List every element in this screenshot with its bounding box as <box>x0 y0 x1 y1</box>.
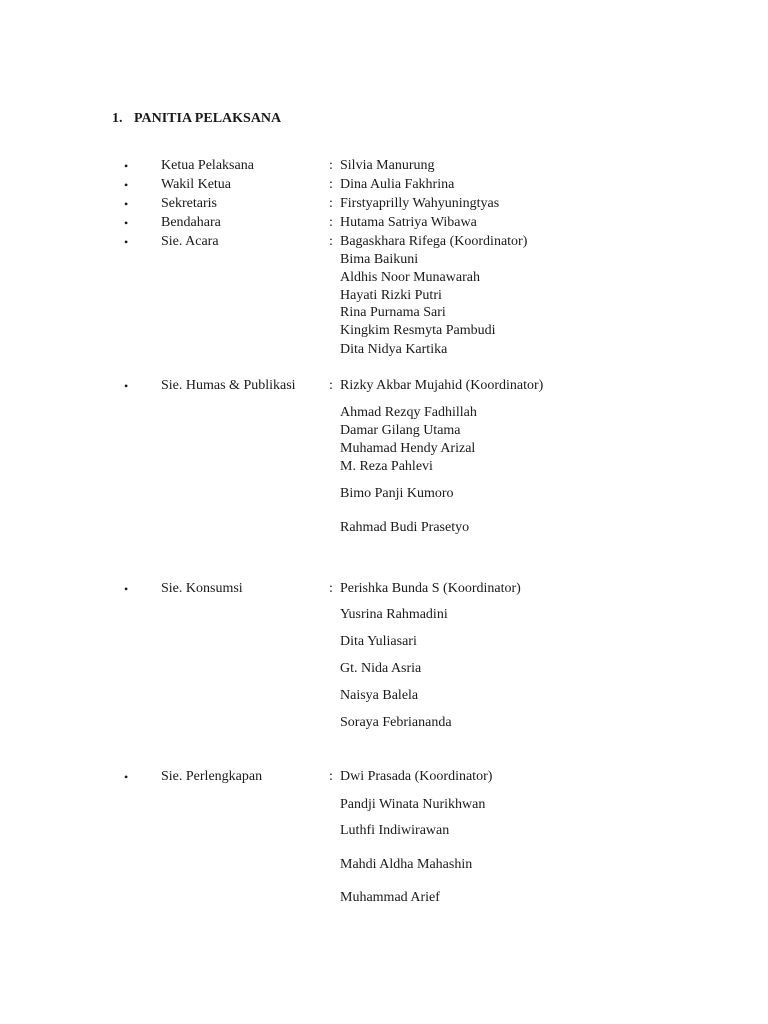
bullet-icon: • <box>124 582 129 596</box>
bullet-icon: • <box>124 235 129 249</box>
role-separator: : <box>329 158 333 173</box>
member-name: Rizky Akbar Mujahid (Koordinator) <box>340 378 544 393</box>
member-name: Rahmad Budi Prasetyo <box>340 520 470 535</box>
bullet-icon: • <box>124 159 129 173</box>
section-title: PANITIA PELAKSANA <box>134 111 282 126</box>
member-name: Dita Yuliasari <box>340 634 417 649</box>
member-name: Silvia Manurung <box>340 158 435 173</box>
role-label: Sie. Konsumsi <box>161 581 243 596</box>
role-separator: : <box>329 234 333 249</box>
member-name: Firstyaprilly Wahyuningtyas <box>340 196 500 211</box>
member-name: Yusrina Rahmadini <box>340 607 448 622</box>
member-name: Ahmad Rezqy Fadhillah <box>340 405 477 420</box>
member-name: Bimo Panji Kumoro <box>340 486 454 501</box>
member-name: Rina Purnama Sari <box>340 305 446 320</box>
member-name: Pandji Winata Nurikhwan <box>340 797 486 812</box>
role-separator: : <box>329 215 333 230</box>
member-name: Damar Gilang Utama <box>340 423 461 438</box>
member-name: Aldhis Noor Munawarah <box>340 270 480 285</box>
role-label: Sekretaris <box>161 196 217 211</box>
section-number: 1. <box>112 111 123 126</box>
role-separator: : <box>329 177 333 192</box>
bullet-icon: • <box>124 197 129 211</box>
member-name: Luthfi Indiwirawan <box>340 823 450 838</box>
member-name: Perishka Bunda S (Koordinator) <box>340 581 521 596</box>
role-label: Sie. Acara <box>161 234 219 249</box>
member-name: Dwi Prasada (Koordinator) <box>340 769 493 784</box>
role-label: Wakil Ketua <box>161 177 232 192</box>
member-name: Mahdi Aldha Mahashin <box>340 857 473 872</box>
member-name: Bima Baikuni <box>340 252 419 267</box>
member-name: Dita Nidya Kartika <box>340 342 448 357</box>
section-heading <box>112 111 281 127</box>
role-label: Bendahara <box>161 215 221 230</box>
member-name: Muhamad Hendy Arizal <box>340 441 476 456</box>
member-name: Gt. Nida Asria <box>340 661 422 676</box>
bullet-icon: • <box>124 379 129 393</box>
bullet-icon: • <box>124 178 129 192</box>
member-name: Bagaskhara Rifega (Koordinator) <box>340 234 528 249</box>
role-separator: : <box>329 196 333 211</box>
role-label: Sie. Humas & Publikasi <box>161 378 296 393</box>
member-name: Hayati Rizki Putri <box>340 288 442 303</box>
member-name: Dina Aulia Fakhrina <box>340 177 455 192</box>
member-name: Hutama Satriya Wibawa <box>340 215 477 230</box>
member-name: Naisya Balela <box>340 688 419 703</box>
role-separator: : <box>329 769 333 784</box>
member-name: Muhammad Arief <box>340 890 440 905</box>
bullet-icon: • <box>124 216 129 230</box>
role-separator: : <box>329 581 333 596</box>
role-separator: : <box>329 378 333 393</box>
member-name: Soraya Febriananda <box>340 715 452 730</box>
bullet-icon: • <box>124 770 129 784</box>
member-name: Kingkim Resmyta Pambudi <box>340 323 496 338</box>
role-label: Sie. Perlengkapan <box>161 769 263 784</box>
role-label: Ketua Pelaksana <box>161 158 254 173</box>
member-name: M. Reza Pahlevi <box>340 459 433 474</box>
